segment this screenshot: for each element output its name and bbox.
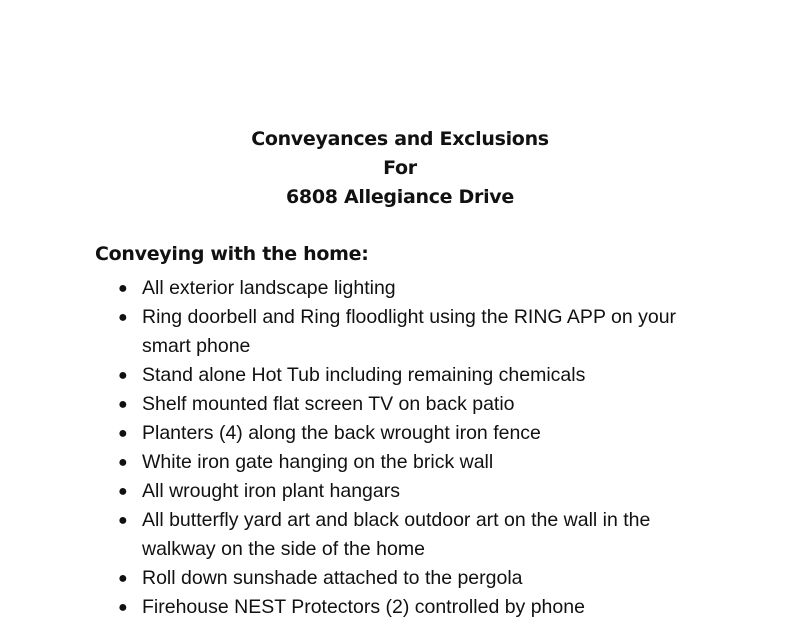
bullet-icon: ●: [118, 425, 128, 442]
list-item: [0, 303, 702, 361]
list-item: [0, 448, 702, 477]
section-heading: Conveying with the home:: [95, 243, 369, 265]
list-item: [0, 274, 702, 303]
bullet-icon: ●: [118, 280, 128, 297]
bullet-icon: ●: [118, 599, 128, 616]
list-item: [0, 564, 702, 593]
item-text: White iron gate hanging on the brick wall: [142, 451, 494, 473]
bullet-icon: ●: [118, 396, 128, 413]
bullet-icon: ●: [118, 512, 128, 529]
item-text: Ring doorbell and Ring floodlight using the RING APP on your smart phone: [142, 306, 677, 357]
item-text: Shelf mounted flat screen TV on back patio: [142, 393, 515, 415]
bullet-icon: ●: [118, 309, 128, 326]
list-item: [0, 419, 702, 448]
list-item: [0, 361, 702, 390]
list-item: [0, 506, 702, 564]
bullet-icon: ●: [118, 483, 128, 500]
item-text: All wrought iron plant hangars: [142, 480, 400, 502]
list-item: [0, 477, 702, 506]
item-text: All butterfly yard art and black outdoor art on the wall in the walkway on the side of the home: [142, 509, 651, 560]
item-text: Stand alone Hot Tub including remaining chemicals: [142, 364, 586, 386]
item-text: Firehouse NEST Protectors (2) controlled by phone: [142, 596, 585, 618]
item-text: All exterior landscape lighting: [142, 277, 396, 299]
bullet-icon: ●: [118, 570, 128, 587]
list-item: [0, 390, 702, 419]
title-line-2: For: [383, 157, 417, 179]
list-item: [0, 593, 702, 618]
item-text: Roll down sunshade attached to the pergola: [142, 567, 523, 589]
bullet-icon: ●: [118, 367, 128, 384]
conveyance-list: [0, 274, 800, 618]
title-line-3: 6808 Allegiance Drive: [286, 186, 514, 208]
document-title: [0, 125, 800, 212]
title-line-1: Conveyances and Exclusions: [251, 128, 549, 150]
item-text: Planters (4) along the back wrought iron fence: [142, 422, 541, 444]
bullet-icon: ●: [118, 454, 128, 471]
